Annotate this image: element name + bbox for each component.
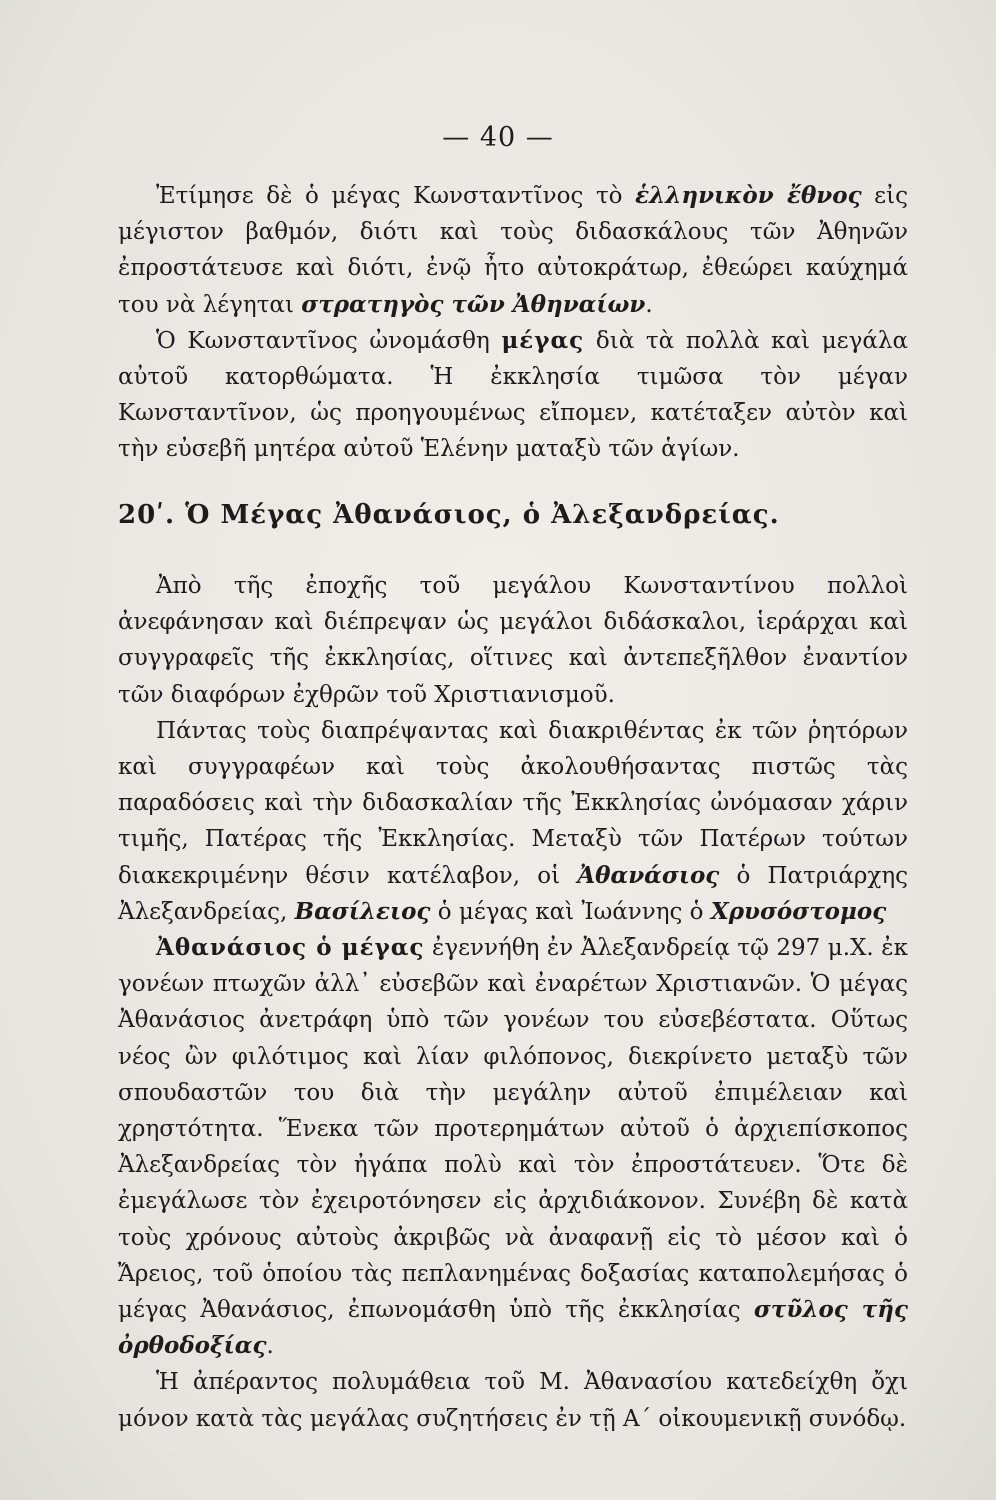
paragraph [118, 568, 908, 713]
paragraph [118, 930, 908, 1364]
emphasized-text: Ἀθανάσιος ὁ μέγας [156, 934, 425, 962]
bottom-text-block [118, 568, 908, 1437]
text-run: Ὁ Κωνσταντῖνος ὠνομάσθη [156, 327, 502, 354]
text-run: διὰ τὰ πολλὰ καὶ μεγάλα αὐτοῦ κατορθώματα. Ἡ ἐκκλησία τιμῶσα τὸν μέγαν Κωνσταντῖνον, ὡς προηγουμένως εἴπομεν, κατέταξεν αὐτὸν καὶ τὴν εὐσεβῆ μητέρα αὐτοῦ Ἑλένην ματαξὺ τῶν ἁγίων. [118, 327, 908, 463]
emphasized-text: στρατηγὸς τῶν Ἀθηναίων [301, 290, 646, 318]
paragraph [118, 1364, 908, 1436]
text-run: ἐγεννήθη ἐν Ἀλεξανδρείᾳ τῷ 297 μ.Χ. ἐκ γονέων πτωχῶν ἀλλ᾽ εὐσεβῶν καὶ ἐναρέτων Χριστιανῶν. Ὁ μέγας Ἀθανάσιος ἀνετράφη ὑπὸ τῶν γονέων του εὐσεβέστατα. Οὕτως νέος ὢν φιλότιμος καὶ λίαν φιλόπονος, διεκρίνετο μεταξὺ τῶν σπουδαστῶν του διὰ τὴν μεγάλην αὐτοῦ ἐπιμέλειαν καὶ χρηστότητα. Ἕνεκα τῶν προτερημάτων αὐτοῦ ὁ ἀρχιεπίσκοπος Ἀλεξανδρείας τὸν ἠγάπα πολὺ καὶ τὸν ἐπροστάτευεν. Ὅτε δὲ ἐμεγάλωσε τὸν ἐχειροτόνησεν εἰς ἀρχιδιάκονον. Συνέβη δὲ κατὰ τοὺς χρόνους αὐτοὺς ἀκριβῶς νὰ ἀναφανῇ εἰς τὸ μέσον καὶ ὁ Ἄρειος, τοῦ ὁποίου τὰς πεπλανημένας δοξασίας καταπολεμήσας ὁ μέγας Ἀθανάσιος, ἐπωνομάσθη ὑπὸ τῆς ἐκκλησίας [118, 935, 908, 1324]
emphasized-text: ἑλληνικὸν ἔθνος [635, 182, 862, 209]
text-run: ὁ Πατριάρχης Ἀλεξανδρείας, [118, 862, 908, 925]
text-run: Ἡ ἀπέραντος πολυμάθεια τοῦ Μ. Ἀθανασίου κατεδείχθη ὄχι μόνον κατὰ τὰς μεγάλας συζητήσεις ἐν τῇ Α΄ οἰκουμενικῇ συνόδῳ. [118, 1369, 908, 1432]
top-text-block [118, 178, 908, 468]
text-run: . [645, 291, 653, 318]
emphasized-text: Χρυσόστομος [710, 897, 887, 925]
section-heading: 20ʹ. Ὁ Μέγας Ἀθανάσιος, ὁ Ἀλεξανδρείας. [118, 500, 780, 530]
text-run: ὁ μέγας καὶ Ἰωάννης ὁ [430, 898, 711, 925]
emphasized-text: στῦλος τῆς ὀρθοδοξίας [118, 1296, 908, 1360]
paragraph [118, 178, 908, 323]
text-run: Ἀπὸ τῆς ἐποχῆς τοῦ μεγάλου Κωνσταντίνου πολλοὶ ἀνεφάνησαν καὶ διέπρεψαν ὡς μεγάλοι διδάσκαλοι, ἱεράρχαι καὶ συγγραφεῖς τῆς ἐκκλησίας, οἵτινες καὶ ἀντεπεξῆλθον ἐναντίον τῶν διαφόρων ἐχθρῶν τοῦ Χριστιανισμοῦ. [118, 573, 908, 708]
text-run: . [266, 1333, 274, 1360]
emphasized-text: μέγας [501, 326, 585, 354]
page-number: — 40 — [442, 122, 554, 153]
paragraph [118, 713, 908, 930]
text-run: Πάντας τοὺς διαπρέψαντας καὶ διακριθέντας ἐκ τῶν ῥητόρων καὶ συγγραφέων καὶ τοὺς ἀκολουθήσαντας πιστῶς τὰς παραδόσεις καὶ τὴν διδασκαλίαν τῆς Ἐκκλησίας ὠνόμασαν χάριν τιμῆς, Πατέρας τῆς Ἐκκλησίας. Μεταξὺ τῶν Πατέρων τούτων διακεκριμένην θέσιν κατέλαβον, οἱ [118, 717, 908, 889]
emphasized-text: Ἀθανάσιος [577, 861, 720, 889]
text-run: εἰς μέγιστον βαθμόν, διότι καὶ τοὺς διδασκάλους τῶν Ἀθηνῶν ἐπροστάτευσε καὶ διότι, ἐνῷ ἦτο αὐτοκράτωρ, ἐθεώρει καύχημά του νὰ λέγηται [118, 183, 908, 318]
text-run: Ἐτίμησε δὲ ὁ μέγας Κωνσταντῖνος τὸ [156, 183, 636, 209]
emphasized-text: Βασίλειος [294, 897, 431, 925]
paragraph [118, 323, 908, 468]
